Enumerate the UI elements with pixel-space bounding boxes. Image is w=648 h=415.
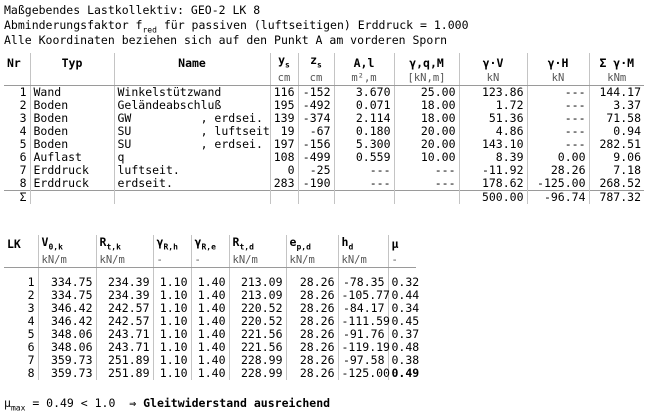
cell-gh: ---: [527, 138, 589, 151]
cell-epd: 28.26: [286, 341, 338, 354]
col-epd: $e_{p,d}$: [286, 235, 338, 254]
sliding-table: [4, 235, 420, 381]
col-gre: $\gamma_{R,e}$: [191, 235, 229, 254]
cell-rtd: 228.99: [229, 367, 286, 380]
cell-nr: 4: [19, 124, 27, 139]
cell-name: SU , erdsei.: [114, 138, 270, 151]
cell-grh: 1.10: [153, 341, 191, 354]
cell-mu: 0.44: [388, 289, 416, 302]
cell-v0k: 334.75: [38, 276, 96, 289]
cell-ys: 108: [270, 151, 298, 164]
cell-nr: 7: [19, 163, 27, 178]
cell-nr: 8: [19, 176, 27, 191]
cell-zs: -25: [298, 164, 334, 177]
unit-gm: kNm: [589, 72, 644, 86]
col-mu: μ: [388, 235, 416, 254]
cell-epd: 28.26: [286, 276, 338, 289]
cell-gh: ---: [527, 99, 589, 112]
cell-rtk: 243.71: [96, 341, 153, 354]
cell-hd: -97.58: [338, 354, 388, 367]
cell-rtk: 243.71: [96, 328, 153, 341]
col-gqm: γ,q,M: [394, 53, 459, 72]
cell-gre: 1.40: [191, 328, 229, 341]
table-row: [4, 177, 644, 191]
cell-rtd: 221.56: [229, 341, 286, 354]
cell-grh: 1.10: [153, 328, 191, 341]
col-zs: $z_s$: [298, 53, 334, 72]
cell-gv: -11.92: [459, 164, 527, 177]
cell-rtd: 220.52: [229, 302, 286, 315]
cell-typ: Erddruck: [30, 177, 114, 191]
load-case-line: Maßgebendes Lastkollektiv: GEO-2 LK 8: [4, 3, 261, 17]
col-gm: Σ γ·M: [589, 53, 644, 72]
col-lk: LK: [7, 237, 21, 252]
cell-gm: 144.17: [589, 86, 644, 100]
cell-gv: 143.10: [459, 138, 527, 151]
cell-epd: 28.26: [286, 367, 338, 380]
cell-lk: 4: [27, 314, 35, 329]
cell-rtd: 213.09: [229, 276, 286, 289]
cell-gh: -125.00: [527, 177, 589, 191]
cell-v0k: 346.42: [38, 302, 96, 315]
cell-mu: 0.34: [388, 302, 416, 315]
cell-lk: 2: [27, 288, 35, 303]
sliding-check-result: $\mu_{max} = 0.49 < 1.0$ ⇒ Gleitwiderstand ausreichend: [4, 396, 331, 413]
cell-zs: -67: [298, 125, 334, 138]
forces-table-header: [4, 53, 644, 72]
cell-gre: 1.40: [191, 367, 229, 380]
cell-rtk: 234.39: [96, 276, 153, 289]
cell-zs: -374: [298, 112, 334, 125]
cell-lk: 6: [27, 340, 35, 355]
col-hd: $h_d$: [338, 235, 388, 254]
cell-name: SU , luftseit: [114, 125, 270, 138]
table-row: [4, 367, 416, 380]
cell-gqm: 18.00: [394, 112, 459, 125]
sum-typ: [30, 191, 114, 205]
cell-gqm: 20.00: [394, 138, 459, 151]
cell-gv: 123.86: [459, 86, 527, 100]
sliding-table-header: [4, 235, 416, 254]
cell-rtk: 242.57: [96, 315, 153, 328]
cell-gh: ---: [527, 112, 589, 125]
col-name: Name: [114, 53, 270, 72]
col-grh: $\gamma_{R,h}$: [153, 235, 191, 254]
sum-name: [114, 191, 270, 205]
cell-rtk: 234.39: [96, 289, 153, 302]
unit-name: [114, 72, 270, 86]
cell-al: 5.300: [334, 138, 394, 151]
cell-gqm: 25.00: [394, 86, 459, 100]
cell-gqm: ---: [394, 164, 459, 177]
forces-table-units: [4, 72, 644, 86]
cell-zs: -156: [298, 138, 334, 151]
conclusion-text: Gleitwiderstand ausreichend: [136, 396, 331, 410]
cell-nr: 1: [19, 85, 27, 100]
unit-zs: cm: [298, 72, 334, 86]
cell-v0k: 348.06: [38, 341, 96, 354]
cell-hd: -78.35: [338, 276, 388, 289]
cell-al: 2.114: [334, 112, 394, 125]
cell-gv: 4.86: [459, 125, 527, 138]
cell-grh: 1.10: [153, 367, 191, 380]
cell-rtk: 242.57: [96, 302, 153, 315]
cell-al: 0.559: [334, 151, 394, 164]
cell-gm: 3.37: [589, 99, 644, 112]
cell-gv: 51.36: [459, 112, 527, 125]
cell-gre: 1.40: [191, 276, 229, 289]
sum-gh: -96.74: [527, 191, 589, 205]
cell-ys: 197: [270, 138, 298, 151]
unit-rtk: kN/m: [96, 254, 153, 268]
cell-rtd: 213.09: [229, 289, 286, 302]
cell-mu: 0.38: [388, 354, 416, 367]
unit-mu: -: [388, 254, 416, 268]
cell-gre: 1.40: [191, 302, 229, 315]
cell-al: ---: [334, 177, 394, 191]
cell-gh: ---: [527, 86, 589, 100]
cell-gm: 7.18: [589, 164, 644, 177]
unit-rtd: kN/m: [229, 254, 286, 268]
cell-epd: 28.26: [286, 315, 338, 328]
cell-typ: Boden: [30, 125, 114, 138]
sliding-table-body: [4, 268, 420, 381]
col-nr: Nr: [7, 55, 21, 70]
cell-name: GW , erdsei.: [114, 112, 270, 125]
cell-epd: 28.26: [286, 328, 338, 341]
sum-al: [334, 191, 394, 205]
cell-v0k: 346.42: [38, 315, 96, 328]
cell-hd: -111.59: [338, 315, 388, 328]
cell-mu: 0.48: [388, 341, 416, 354]
col-rtk: $R_{t,k}$: [96, 235, 153, 254]
cell-lk: 7: [27, 353, 35, 368]
cell-typ: Boden: [30, 138, 114, 151]
cell-typ: Boden: [30, 99, 114, 112]
unit-typ: [30, 72, 114, 86]
cell-hd: -125.00: [338, 367, 388, 380]
cell-name: Geländeabschluß: [114, 99, 270, 112]
cell-mu: 0.32: [388, 276, 416, 289]
cell-epd: 28.26: [286, 302, 338, 315]
cell-nr: 5: [19, 137, 27, 152]
cell-rtd: 220.52: [229, 315, 286, 328]
cell-v0k: 359.73: [38, 354, 96, 367]
cell-ys: 116: [270, 86, 298, 100]
cell-epd: 28.26: [286, 354, 338, 367]
col-v0k: $V_{0,k}$: [38, 235, 96, 254]
cell-nr: 2: [19, 98, 27, 113]
cell-name: Winkelstützwand: [114, 86, 270, 100]
cell-gv: 178.62: [459, 177, 527, 191]
cell-v0k: 334.75: [38, 289, 96, 302]
cell-gre: 1.40: [191, 341, 229, 354]
cell-typ: Boden: [30, 112, 114, 125]
cell-hd: -119.19: [338, 341, 388, 354]
cell-grh: 1.10: [153, 302, 191, 315]
cell-typ: Wand: [30, 86, 114, 100]
col-rtd: $R_{t,d}$: [229, 235, 286, 254]
col-typ: Typ: [30, 53, 114, 72]
cell-al: 3.670: [334, 86, 394, 100]
sum-nr: Σ: [4, 191, 30, 205]
cell-gm: 71.58: [589, 112, 644, 125]
cell-gh: 0.00: [527, 151, 589, 164]
cell-lk: 1: [27, 275, 35, 290]
cell-gqm: 20.00: [394, 125, 459, 138]
cell-name: luftseit.: [114, 164, 270, 177]
forces-table-body: [4, 86, 644, 205]
cell-grh: 1.10: [153, 354, 191, 367]
cell-v0k: 359.73: [38, 367, 96, 380]
cell-hd: -91.76: [338, 328, 388, 341]
cell-gm: 9.06: [589, 151, 644, 164]
col-gh: γ·H: [527, 53, 589, 72]
cell-ys: 0: [270, 164, 298, 177]
sum-row: [4, 191, 644, 205]
cell-name: q: [114, 151, 270, 164]
cell-gre: 1.40: [191, 315, 229, 328]
unit-ys: cm: [270, 72, 298, 86]
sliding-table-units: [4, 254, 416, 268]
cell-ys: 139: [270, 112, 298, 125]
cell-v0k: 348.06: [38, 328, 96, 341]
cell-gm: 0.94: [589, 125, 644, 138]
cell-zs: -152: [298, 86, 334, 100]
cell-ys: 195: [270, 99, 298, 112]
col-ys: $y_s$: [270, 53, 298, 72]
cell-gm: 268.52: [589, 177, 644, 191]
sum-gv: 500.00: [459, 191, 527, 205]
cell-hd: -84.17: [338, 302, 388, 315]
unit-grh: -: [153, 254, 191, 268]
cell-gm: 282.51: [589, 138, 644, 151]
reduction-factor-line: Abminderungsfaktor $f_{red}$ für passiven (luftseitigen) Erddruck = 1.000: [4, 18, 469, 35]
sum-gqm: [394, 191, 459, 205]
cell-rtd: 221.56: [229, 328, 286, 341]
cell-grh: 1.10: [153, 289, 191, 302]
cell-typ: Erddruck: [30, 164, 114, 177]
cell-gqm: ---: [394, 177, 459, 191]
cell-zs: -190: [298, 177, 334, 191]
unit-al: m²,m: [334, 72, 394, 86]
report-page: [4, 3, 644, 413]
cell-gqm: 10.00: [394, 151, 459, 164]
unit-hd: kN/m: [338, 254, 388, 268]
cell-mu: 0.37: [388, 328, 416, 341]
cell-gre: 1.40: [191, 354, 229, 367]
cell-ys: 19: [270, 125, 298, 138]
sum-gm: 787.32: [589, 191, 644, 205]
cell-gh: 28.26: [527, 164, 589, 177]
cell-grh: 1.10: [153, 276, 191, 289]
cell-hd: -105.77: [338, 289, 388, 302]
unit-epd: kN/m: [286, 254, 338, 268]
cell-name: erdseit.: [114, 177, 270, 191]
unit-gqm: [kN,m]: [394, 72, 459, 86]
unit-nr: [4, 72, 30, 86]
unit-lk: [4, 254, 38, 268]
cell-gre: 1.40: [191, 289, 229, 302]
unit-gv: kN: [459, 72, 527, 86]
cell-gh: ---: [527, 125, 589, 138]
cell-gv: 1.72: [459, 99, 527, 112]
unit-gre: -: [191, 254, 229, 268]
cell-zs: -499: [298, 151, 334, 164]
cell-lk: 8: [27, 366, 35, 381]
cell-rtk: 251.89: [96, 367, 153, 380]
cell-nr: 3: [19, 111, 27, 126]
cell-nr: 6: [19, 150, 27, 165]
cell-zs: -492: [298, 99, 334, 112]
table-row: [4, 86, 644, 100]
cell-rtk: 251.89: [96, 354, 153, 367]
cell-ys: 283: [270, 177, 298, 191]
col-al: A,l: [334, 53, 394, 72]
unit-gh: kN: [527, 72, 589, 86]
implies-arrow-icon: ⇒: [129, 396, 137, 410]
cell-lk: 5: [27, 327, 35, 342]
cell-epd: 28.26: [286, 289, 338, 302]
unit-v0k: kN/m: [38, 254, 96, 268]
sum-zs: [298, 191, 334, 205]
sum-ys: [270, 191, 298, 205]
cell-grh: 1.10: [153, 315, 191, 328]
cell-typ: Auflast: [30, 151, 114, 164]
cell-rtd: 228.99: [229, 354, 286, 367]
cell-mu: 0.45: [388, 315, 416, 328]
coordinates-note-line: Alle Koordinaten beziehen sich auf den Punkt A am vorderen Sporn: [4, 33, 448, 47]
cell-al: ---: [334, 164, 394, 177]
cell-al: 0.071: [334, 99, 394, 112]
forces-table: [4, 53, 644, 204]
cell-lk: 3: [27, 301, 35, 316]
cell-gqm: 18.00: [394, 99, 459, 112]
cell-gv: 8.39: [459, 151, 527, 164]
cell-al: 0.180: [334, 125, 394, 138]
cell-mu: 0.49: [388, 367, 416, 380]
col-gv: γ·V: [459, 53, 527, 72]
